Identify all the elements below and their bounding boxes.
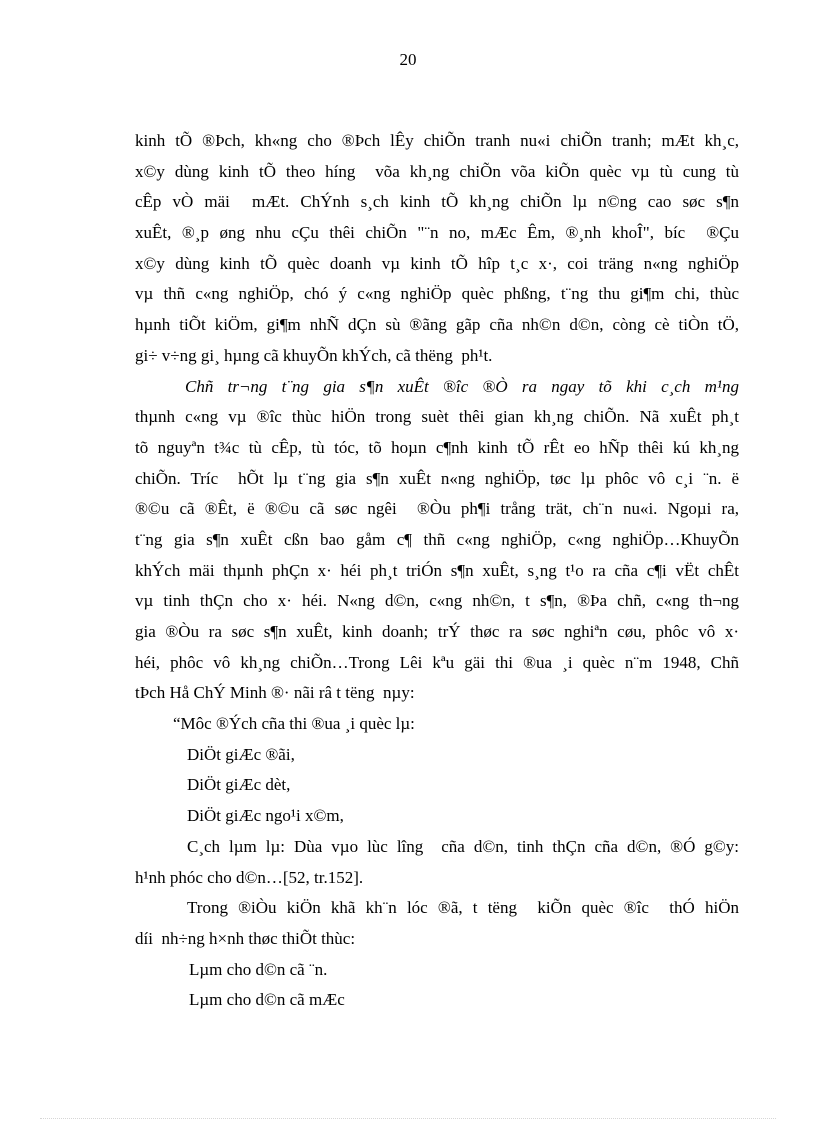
body-line: DiÖt giÆc dèt, [187, 775, 291, 795]
page-number: 20 [399, 50, 417, 69]
body-line: vµ tinh thÇn cho x· héi. N«ng d©n, c«ng nh©n, t s¶n, ®Þa chñ, c«ng th¬ng [135, 591, 739, 611]
body-line: DiÖt giÆc ®ãi, [187, 744, 295, 764]
body-line: díi nh÷ng h×nh thøc thiÕt thùc: [135, 928, 356, 948]
body-line: gi÷ v÷ng gi¸ hµng cã khuyÕn khÝch, cã thëng ph¹t. [135, 345, 493, 365]
body-line: “Môc ®Ých cña thi ®ua ¸i quèc lµ: [173, 714, 415, 734]
body-line: chiÕn. Tríc hÕt lµ t¨ng gia s¶n xuÊt n«ng nghiÖp, tøc lµ phôc vô c¸i ¨n. ë [135, 468, 739, 488]
body-line: t¨ng gia s¶n xuÊt cßn bao gåm c¶ thñ c«ng nghiÖp, c«ng nghiÖp…KhuyÕn [135, 529, 739, 549]
body-line: x©y dùng kinh tÕ quèc doanh vµ kinh tÕ hîp t¸c x·, coi träng n«ng nghiÖp [135, 253, 739, 273]
body-line: thµnh c«ng vµ ®îc thùc hiÖn trong suèt thêi gian kh¸ng chiÕn. Nã xuÊt ph¸t [135, 407, 739, 427]
body-line: DiÖt giÆc ngo¹i x©m, [187, 806, 344, 826]
body-line: hµnh tiÕt kiÖm, gi¶m nhÑ dÇn sù ®ãng gãp cña nh©n d©n, còng cè tiÒn tÖ, [135, 315, 739, 335]
body-line: gia ®Òu ra søc s¶n xuÊt, kinh doanh; trÝ thøc ra søc nghiªn cøu, phôc vô x· [135, 622, 739, 641]
body-line: Lµm cho d©n cã mÆc [189, 990, 345, 1010]
body-line: Lµm cho d©n cã ¨n. [189, 959, 328, 979]
document-body [135, 126, 739, 1016]
body-line: Chñ tr¬ng t¨ng gia s¶n xuÊt ®îc ®Ò ra ngay tõ khi c¸ch m¹ng [185, 376, 739, 396]
body-line: C¸ch lµm lµ: Dùa vµo lùc lîng cña d©n, tinh thÇn cña d©n, ®Ó g©y: [187, 836, 739, 856]
body-line: h¹nh phóc cho d©n…[52, tr.152]. [135, 867, 364, 887]
body-line: tõ nguyªn t¾c tù cÊp, tù tóc, tõ hoµn c¶nh kinh tÕ rÊt eo hÑp thêi kú kh¸ng [135, 437, 739, 457]
body-line: vµ thñ c«ng nghiÖp, chó ý c«ng nghiÖp quèc phßng, t¨ng thu gi¶m chi, thùc [135, 284, 739, 304]
page-bottom-rule [40, 1118, 776, 1119]
body-line: tÞch Hå ChÝ Minh ®· nãi râ t tëng nµy: [135, 683, 415, 703]
body-line: ®©u cã ®Êt, ë ®©u cã søc ngêi ®Òu ph¶i trång trät, ch¨n nu«i. Ngoµi ra, [135, 499, 739, 519]
body-line: héi, phôc vô kh¸ng chiÕn…Trong Lêi kªu gäi thi ®ua ¸i quèc n¨m 1948, Chñ [135, 652, 739, 672]
body-line: cÊp vÒ mäi mÆt. ChÝnh s¸ch kinh tÕ kh¸ng chiÕn lµ n©ng cao søc s¶n [135, 192, 739, 212]
body-line: x©y dùng kinh tÕ theo híng võa kh¸ng chiÕn võa kiÕn quèc vµ tù cung tù [135, 161, 739, 181]
body-line: kinh tÕ ®Þch, kh«ng cho ®Þch lÊy chiÕn tranh nu«i chiÕn tranh; mÆt kh¸c, [135, 131, 739, 150]
body-line: xuÊt, ®¸p øng nhu cÇu thêi chiÕn "¨n no, mÆc Êm, ®¸nh khoÎ", bíc ®Çu [135, 223, 739, 243]
body-line: Trong ®iÒu kiÖn khã kh¨n lóc ®ã, t tëng kiÕn quèc ®îc thÓ hiÖn [187, 898, 739, 918]
body-line: khÝch mäi thµnh phÇn x· héi ph¸t triÓn s¶n xuÊt, s¸ng t¹o ra cña c¶i vËt chÊt [135, 560, 739, 580]
